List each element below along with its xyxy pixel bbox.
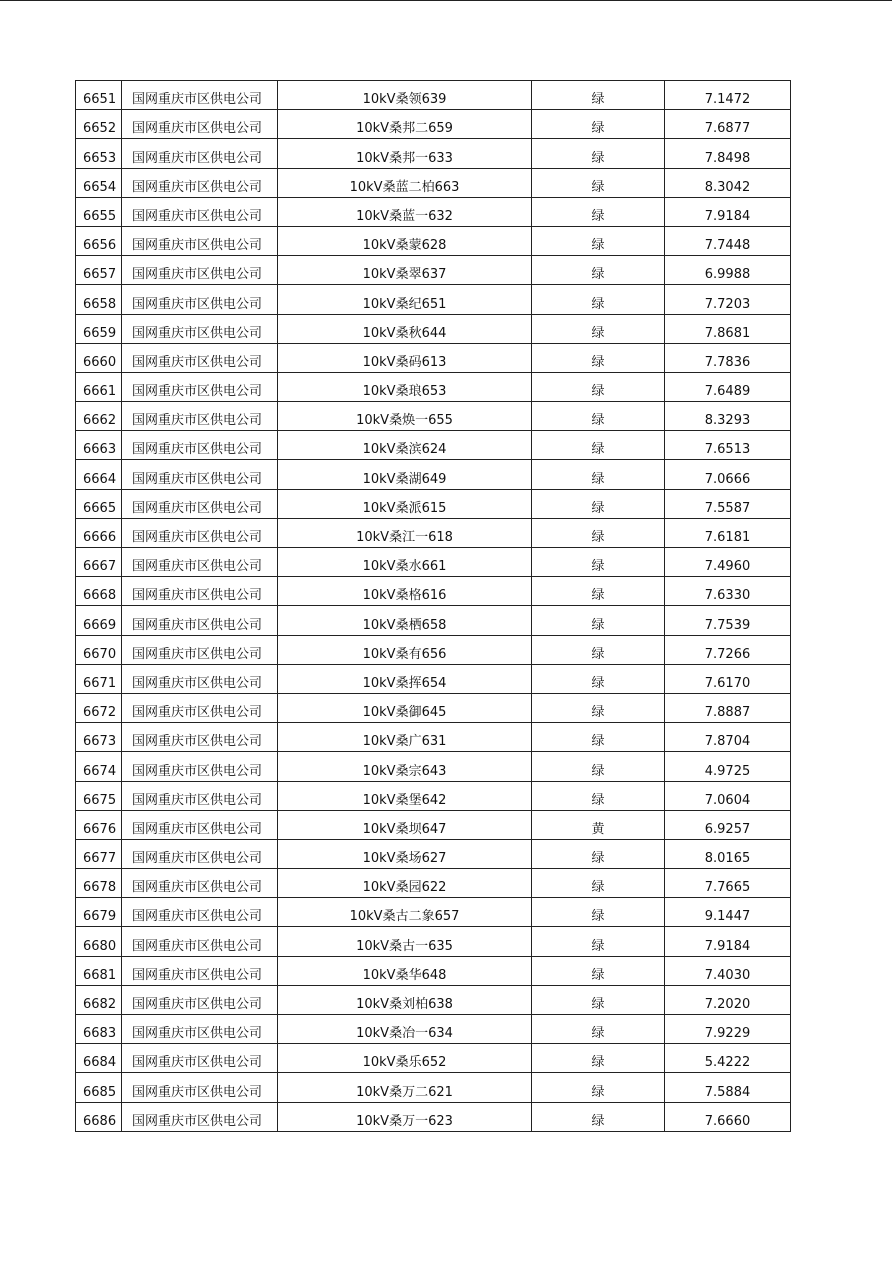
status-color-cell: 绿 xyxy=(532,723,665,752)
company-name-cell: 国网重庆市区供电公司 xyxy=(122,402,278,431)
row-number-cell: 6660 xyxy=(76,343,122,372)
row-number-cell: 6669 xyxy=(76,606,122,635)
row-number-cell: 6684 xyxy=(76,1044,122,1073)
value-cell: 7.9184 xyxy=(665,197,791,226)
value-cell: 7.9229 xyxy=(665,1015,791,1044)
feeder-line-cell: 10kV桑万二621 xyxy=(278,1073,532,1102)
company-name-cell: 国网重庆市区供电公司 xyxy=(122,693,278,722)
company-name-cell: 国网重庆市区供电公司 xyxy=(122,139,278,168)
status-color-cell: 绿 xyxy=(532,606,665,635)
value-cell: 7.6170 xyxy=(665,664,791,693)
status-color-cell: 绿 xyxy=(532,81,665,110)
value-cell: 7.5587 xyxy=(665,489,791,518)
table-row xyxy=(76,869,791,898)
status-color-cell: 绿 xyxy=(532,226,665,255)
feeder-line-cell: 10kV桑领639 xyxy=(278,81,532,110)
row-number-cell: 6679 xyxy=(76,898,122,927)
company-name-cell: 国网重庆市区供电公司 xyxy=(122,869,278,898)
table-row xyxy=(76,1015,791,1044)
status-color-cell: 绿 xyxy=(532,839,665,868)
table-row xyxy=(76,985,791,1014)
value-cell: 7.8887 xyxy=(665,693,791,722)
table-row xyxy=(76,752,791,781)
feeder-line-cell: 10kV桑坝647 xyxy=(278,810,532,839)
row-number-cell: 6656 xyxy=(76,226,122,255)
table-row xyxy=(76,256,791,285)
value-cell: 6.9257 xyxy=(665,810,791,839)
table-row xyxy=(76,1044,791,1073)
feeder-line-cell: 10kV桑湖649 xyxy=(278,460,532,489)
status-color-cell: 绿 xyxy=(532,518,665,547)
table-row xyxy=(76,693,791,722)
table-row xyxy=(76,839,791,868)
company-name-cell: 国网重庆市区供电公司 xyxy=(122,898,278,927)
value-cell: 7.7539 xyxy=(665,606,791,635)
feeder-line-cell: 10kV桑焕一655 xyxy=(278,402,532,431)
status-color-cell: 绿 xyxy=(532,869,665,898)
value-cell: 8.3042 xyxy=(665,168,791,197)
value-cell: 7.6489 xyxy=(665,372,791,401)
table-row xyxy=(76,372,791,401)
status-color-cell: 绿 xyxy=(532,985,665,1014)
feeder-line-cell: 10kV桑刘柏638 xyxy=(278,985,532,1014)
status-color-cell: 绿 xyxy=(532,1102,665,1131)
company-name-cell: 国网重庆市区供电公司 xyxy=(122,285,278,314)
table-row xyxy=(76,168,791,197)
company-name-cell: 国网重庆市区供电公司 xyxy=(122,168,278,197)
company-name-cell: 国网重庆市区供电公司 xyxy=(122,518,278,547)
status-color-cell: 黄 xyxy=(532,810,665,839)
value-cell: 8.3293 xyxy=(665,402,791,431)
table-row xyxy=(76,898,791,927)
value-cell: 4.9725 xyxy=(665,752,791,781)
value-cell: 7.7448 xyxy=(665,226,791,255)
feeder-line-cell: 10kV桑蓝二柏663 xyxy=(278,168,532,197)
page-top-border xyxy=(0,0,892,1)
status-color-cell: 绿 xyxy=(532,927,665,956)
value-cell: 7.6181 xyxy=(665,518,791,547)
row-number-cell: 6680 xyxy=(76,927,122,956)
status-color-cell: 绿 xyxy=(532,898,665,927)
status-color-cell: 绿 xyxy=(532,1015,665,1044)
row-number-cell: 6663 xyxy=(76,431,122,460)
table-row xyxy=(76,343,791,372)
value-cell: 7.4960 xyxy=(665,548,791,577)
status-color-cell: 绿 xyxy=(532,664,665,693)
row-number-cell: 6667 xyxy=(76,548,122,577)
feeder-line-cell: 10kV桑码613 xyxy=(278,343,532,372)
status-color-cell: 绿 xyxy=(532,956,665,985)
table-row xyxy=(76,402,791,431)
value-cell: 7.7836 xyxy=(665,343,791,372)
feeder-line-cell: 10kV桑秋644 xyxy=(278,314,532,343)
value-cell: 7.6660 xyxy=(665,1102,791,1131)
company-name-cell: 国网重庆市区供电公司 xyxy=(122,81,278,110)
row-number-cell: 6655 xyxy=(76,197,122,226)
feeder-line-cell: 10kV桑冶一634 xyxy=(278,1015,532,1044)
row-number-cell: 6682 xyxy=(76,985,122,1014)
status-color-cell: 绿 xyxy=(532,635,665,664)
value-cell: 5.4222 xyxy=(665,1044,791,1073)
company-name-cell: 国网重庆市区供电公司 xyxy=(122,1102,278,1131)
table-row xyxy=(76,548,791,577)
table-row xyxy=(76,956,791,985)
company-name-cell: 国网重庆市区供电公司 xyxy=(122,343,278,372)
company-name-cell: 国网重庆市区供电公司 xyxy=(122,226,278,255)
feeder-line-cell: 10kV桑古一635 xyxy=(278,927,532,956)
row-number-cell: 6652 xyxy=(76,110,122,139)
row-number-cell: 6658 xyxy=(76,285,122,314)
company-name-cell: 国网重庆市区供电公司 xyxy=(122,256,278,285)
company-name-cell: 国网重庆市区供电公司 xyxy=(122,985,278,1014)
feeder-line-cell: 10kV桑广631 xyxy=(278,723,532,752)
company-name-cell: 国网重庆市区供电公司 xyxy=(122,956,278,985)
feeder-line-cell: 10kV桑格616 xyxy=(278,577,532,606)
feeder-line-cell: 10kV桑有656 xyxy=(278,635,532,664)
table-row xyxy=(76,606,791,635)
status-color-cell: 绿 xyxy=(532,256,665,285)
value-cell: 7.0604 xyxy=(665,781,791,810)
row-number-cell: 6651 xyxy=(76,81,122,110)
status-color-cell: 绿 xyxy=(532,314,665,343)
row-number-cell: 6674 xyxy=(76,752,122,781)
row-number-cell: 6665 xyxy=(76,489,122,518)
table-row xyxy=(76,577,791,606)
company-name-cell: 国网重庆市区供电公司 xyxy=(122,314,278,343)
value-cell: 7.6330 xyxy=(665,577,791,606)
status-color-cell: 绿 xyxy=(532,402,665,431)
feeder-line-cell: 10kV桑纪651 xyxy=(278,285,532,314)
value-cell: 7.4030 xyxy=(665,956,791,985)
feeder-line-cell: 10kV桑园622 xyxy=(278,869,532,898)
row-number-cell: 6668 xyxy=(76,577,122,606)
row-number-cell: 6659 xyxy=(76,314,122,343)
row-number-cell: 6661 xyxy=(76,372,122,401)
table-row xyxy=(76,110,791,139)
status-color-cell: 绿 xyxy=(532,431,665,460)
row-number-cell: 6654 xyxy=(76,168,122,197)
company-name-cell: 国网重庆市区供电公司 xyxy=(122,839,278,868)
feeder-line-cell: 10kV桑蓝一632 xyxy=(278,197,532,226)
feeder-line-cell: 10kV桑堡642 xyxy=(278,781,532,810)
table-row xyxy=(76,314,791,343)
value-cell: 7.8681 xyxy=(665,314,791,343)
feeder-line-cell: 10kV桑派615 xyxy=(278,489,532,518)
company-name-cell: 国网重庆市区供电公司 xyxy=(122,1044,278,1073)
feeder-line-cell: 10kV桑邦二659 xyxy=(278,110,532,139)
company-name-cell: 国网重庆市区供电公司 xyxy=(122,664,278,693)
status-color-cell: 绿 xyxy=(532,372,665,401)
table-row xyxy=(76,927,791,956)
company-name-cell: 国网重庆市区供电公司 xyxy=(122,752,278,781)
feeder-line-cell: 10kV桑江一618 xyxy=(278,518,532,547)
value-cell: 7.0666 xyxy=(665,460,791,489)
status-color-cell: 绿 xyxy=(532,110,665,139)
table-row xyxy=(76,81,791,110)
feeder-line-cell: 10kV桑水661 xyxy=(278,548,532,577)
value-cell: 7.6877 xyxy=(665,110,791,139)
status-color-cell: 绿 xyxy=(532,489,665,518)
row-number-cell: 6676 xyxy=(76,810,122,839)
feeder-line-cell: 10kV桑翠637 xyxy=(278,256,532,285)
row-number-cell: 6675 xyxy=(76,781,122,810)
row-number-cell: 6671 xyxy=(76,664,122,693)
status-color-cell: 绿 xyxy=(532,1044,665,1073)
row-number-cell: 6683 xyxy=(76,1015,122,1044)
feeder-line-cell: 10kV桑蒙628 xyxy=(278,226,532,255)
company-name-cell: 国网重庆市区供电公司 xyxy=(122,606,278,635)
table-row xyxy=(76,139,791,168)
value-cell: 7.2020 xyxy=(665,985,791,1014)
row-number-cell: 6657 xyxy=(76,256,122,285)
value-cell: 7.7266 xyxy=(665,635,791,664)
row-number-cell: 6678 xyxy=(76,869,122,898)
feeder-line-cell: 10kV桑挥654 xyxy=(278,664,532,693)
table-row xyxy=(76,1073,791,1102)
table-row xyxy=(76,226,791,255)
feeder-line-cell: 10kV桑场627 xyxy=(278,839,532,868)
table-row xyxy=(76,518,791,547)
value-cell: 7.8498 xyxy=(665,139,791,168)
table-body xyxy=(76,81,791,1132)
feeder-line-cell: 10kV桑万一623 xyxy=(278,1102,532,1131)
company-name-cell: 国网重庆市区供电公司 xyxy=(122,197,278,226)
value-cell: 7.1472 xyxy=(665,81,791,110)
company-name-cell: 国网重庆市区供电公司 xyxy=(122,431,278,460)
row-number-cell: 6677 xyxy=(76,839,122,868)
feeder-table xyxy=(75,80,791,1132)
value-cell: 7.8704 xyxy=(665,723,791,752)
table-row xyxy=(76,781,791,810)
row-number-cell: 6653 xyxy=(76,139,122,168)
feeder-line-cell: 10kV桑古二象657 xyxy=(278,898,532,927)
feeder-line-cell: 10kV桑琅653 xyxy=(278,372,532,401)
row-number-cell: 6672 xyxy=(76,693,122,722)
status-color-cell: 绿 xyxy=(532,548,665,577)
feeder-line-cell: 10kV桑乐652 xyxy=(278,1044,532,1073)
company-name-cell: 国网重庆市区供电公司 xyxy=(122,1015,278,1044)
company-name-cell: 国网重庆市区供电公司 xyxy=(122,110,278,139)
status-color-cell: 绿 xyxy=(532,197,665,226)
company-name-cell: 国网重庆市区供电公司 xyxy=(122,460,278,489)
table-row xyxy=(76,664,791,693)
company-name-cell: 国网重庆市区供电公司 xyxy=(122,635,278,664)
feeder-line-cell: 10kV桑栖658 xyxy=(278,606,532,635)
status-color-cell: 绿 xyxy=(532,139,665,168)
status-color-cell: 绿 xyxy=(532,285,665,314)
status-color-cell: 绿 xyxy=(532,1073,665,1102)
status-color-cell: 绿 xyxy=(532,693,665,722)
feeder-line-cell: 10kV桑邦一633 xyxy=(278,139,532,168)
row-number-cell: 6666 xyxy=(76,518,122,547)
value-cell: 7.7665 xyxy=(665,869,791,898)
table-row xyxy=(76,810,791,839)
feeder-line-cell: 10kV桑宗643 xyxy=(278,752,532,781)
company-name-cell: 国网重庆市区供电公司 xyxy=(122,810,278,839)
company-name-cell: 国网重庆市区供电公司 xyxy=(122,577,278,606)
table-row xyxy=(76,635,791,664)
value-cell: 7.5884 xyxy=(665,1073,791,1102)
feeder-line-cell: 10kV桑华648 xyxy=(278,956,532,985)
company-name-cell: 国网重庆市区供电公司 xyxy=(122,372,278,401)
row-number-cell: 6685 xyxy=(76,1073,122,1102)
table-row xyxy=(76,723,791,752)
feeder-line-cell: 10kV桑滨624 xyxy=(278,431,532,460)
table-row xyxy=(76,197,791,226)
company-name-cell: 国网重庆市区供电公司 xyxy=(122,1073,278,1102)
company-name-cell: 国网重庆市区供电公司 xyxy=(122,489,278,518)
row-number-cell: 6662 xyxy=(76,402,122,431)
status-color-cell: 绿 xyxy=(532,343,665,372)
table-row xyxy=(76,431,791,460)
table-row xyxy=(76,489,791,518)
status-color-cell: 绿 xyxy=(532,752,665,781)
row-number-cell: 6670 xyxy=(76,635,122,664)
row-number-cell: 6664 xyxy=(76,460,122,489)
table-row xyxy=(76,460,791,489)
feeder-line-cell: 10kV桑御645 xyxy=(278,693,532,722)
table-row xyxy=(76,285,791,314)
value-cell: 6.9988 xyxy=(665,256,791,285)
status-color-cell: 绿 xyxy=(532,577,665,606)
company-name-cell: 国网重庆市区供电公司 xyxy=(122,723,278,752)
row-number-cell: 6673 xyxy=(76,723,122,752)
value-cell: 9.1447 xyxy=(665,898,791,927)
value-cell: 7.6513 xyxy=(665,431,791,460)
table-row xyxy=(76,1102,791,1131)
row-number-cell: 6686 xyxy=(76,1102,122,1131)
value-cell: 8.0165 xyxy=(665,839,791,868)
company-name-cell: 国网重庆市区供电公司 xyxy=(122,781,278,810)
company-name-cell: 国网重庆市区供电公司 xyxy=(122,927,278,956)
status-color-cell: 绿 xyxy=(532,781,665,810)
company-name-cell: 国网重庆市区供电公司 xyxy=(122,548,278,577)
value-cell: 7.9184 xyxy=(665,927,791,956)
value-cell: 7.7203 xyxy=(665,285,791,314)
status-color-cell: 绿 xyxy=(532,460,665,489)
row-number-cell: 6681 xyxy=(76,956,122,985)
status-color-cell: 绿 xyxy=(532,168,665,197)
